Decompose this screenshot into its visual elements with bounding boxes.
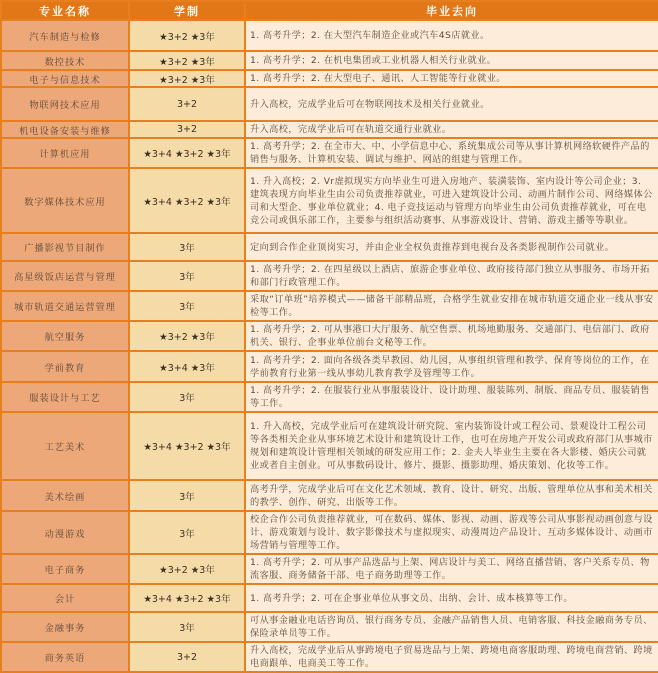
study-system-cell: ★3+4 ★3+2 ★3年 — [129, 412, 245, 480]
major-name-cell: 电子与信息技术 — [1, 70, 129, 87]
major-name-cell: 高星级饭店运营与管理 — [1, 261, 129, 291]
table-row — [1, 70, 658, 87]
destination-cell: 高考升学，完成学业后可在文化艺术领域、教育、设计、研究、出版、管理单位从事和美术相关的教学、创作、研究、出版等工作。 — [245, 480, 658, 511]
destination-cell: 升入高校，完成学业后可在轨道交通行业就业。 — [245, 121, 658, 138]
destination-cell: 1. 升入高校，完成学业后可在建筑设计研究院、室内装饰设计或工程公司、景观设计工程公司等各类相关企业从事环境艺术设计和建筑设计工作，也可在房地产开发公司或政府部门从事城市规划和建筑设计管理相关领域的研发应用工作；2. 金夫人毕业生主要在各大影楼、婚庆公司就业或者自主创业。可从事数码设计、修片、摄影、摄影助理、婚庆策划、化妆等工作。 — [245, 412, 658, 480]
major-name-cell: 学前教育 — [1, 351, 129, 382]
destination-cell: 1. 高考升学；2. 在大型汽车制造企业或汽车4S店就业。 — [245, 20, 658, 51]
destination-cell: 校企合作公司负责推荐就业，可在数码、媒体、影视、动画、游戏等公司从事影视动画创意与设计、游戏策划与设计、数字影像技术与虚拟现实、动漫周边产品设计、互动多媒体设计、动画市场营销与管理等工作。 — [245, 511, 658, 554]
destination-cell: 可从事金融业电话咨询员、银行商务专员、金融产品销售人员、电销客服、科技金融商务专员、保险录单员等工作。 — [245, 612, 658, 642]
table-row — [1, 612, 658, 642]
destination-cell: 升入高校，完成学业后可在物联网技术及相关行业就业。 — [245, 87, 658, 121]
table-row — [1, 584, 658, 612]
table-row — [1, 382, 658, 412]
major-name-cell: 商务英语 — [1, 642, 129, 672]
major-name-cell: 会计 — [1, 584, 129, 612]
header-row — [1, 1, 658, 20]
header-study-system: 学制 — [129, 1, 245, 20]
header-major-name: 专业名称 — [1, 1, 129, 20]
study-system-cell: 3+2 — [129, 87, 245, 121]
table-row — [1, 321, 658, 351]
destination-cell: 升入高校，完成学业后从事跨境电子贸易选品与上架、跨境电商客服助理、跨境电商营销、跨境电商跟单、电商美工等工作。 — [245, 642, 658, 672]
major-name-cell: 电子商务 — [1, 554, 129, 584]
table-row — [1, 554, 658, 584]
study-system-cell: ★3+2 ★3年 — [129, 321, 245, 351]
table-row — [1, 511, 658, 554]
table-row — [1, 87, 658, 121]
study-system-cell: 3+2 — [129, 642, 245, 672]
study-system-cell: ★3+4 ★3年 — [129, 351, 245, 382]
table-row — [1, 291, 658, 321]
study-system-cell: 3年 — [129, 382, 245, 412]
major-name-cell: 数字媒体技术应用 — [1, 168, 129, 233]
table-row — [1, 233, 658, 261]
major-name-cell: 数控技术 — [1, 51, 129, 70]
study-system-cell: 3+2 — [129, 121, 245, 138]
destination-cell: 1. 高考升学；2. 可从事港口大厅服务、航空售票、机场地勤服务、交通部门、电信部门、政府机关、银行、企事业单位前台文秘等工作。 — [245, 321, 658, 351]
major-name-cell: 物联网技术应用 — [1, 87, 129, 121]
destination-cell: 1. 升入高校；2. Vr虚拟现实方向毕业生可进入房地产、装潢装饰、室内设计等公司企业；3. 建筑表现方向毕业生由公司负责推荐就业，可进入建筑设计公司、动画片制作公司、网络媒体公司和大型企、事业单位就业；4. 电子竞技运动与管理方向毕业生由公司负责推荐就业，可在电竞公司或俱乐部工作，主要参与组织活动赛事、从事游戏设计、营销、游戏主播等等职业。 — [245, 168, 658, 233]
study-system-cell: ★3+2 ★3年 — [129, 20, 245, 51]
major-name-cell: 美术绘画 — [1, 480, 129, 511]
table-row — [1, 351, 658, 382]
major-name-cell: 广播影视节目制作 — [1, 233, 129, 261]
study-system-cell: 3年 — [129, 480, 245, 511]
major-name-cell: 汽车制造与检修 — [1, 20, 129, 51]
major-name-cell: 航空服务 — [1, 321, 129, 351]
major-name-cell: 机电设备安装与维修 — [1, 121, 129, 138]
major-name-cell: 城市轨道交通运营管理 — [1, 291, 129, 321]
table-row — [1, 121, 658, 138]
table-row — [1, 138, 658, 168]
major-name-cell: 动漫游戏 — [1, 511, 129, 554]
destination-cell: 1. 高考升学；2. 可从事产品选品与上架、网店设计与美工、网络直播营销、客户关系专员、物流客服、商务储备干部、电子商务助理等工作。 — [245, 554, 658, 584]
study-system-cell: ★3+4 ★3+2 ★3年 — [129, 584, 245, 612]
destination-cell: 1. 高考升学；2. 可在企事业单位从事文员、出纳、会计、成本核算等工作。 — [245, 584, 658, 612]
study-system-cell: ★3+4 ★3+2 ★3年 — [129, 168, 245, 233]
table-row — [1, 642, 658, 672]
table-row — [1, 261, 658, 291]
table-row — [1, 412, 658, 480]
destination-cell: 1. 高考升学；2. 在四星级以上酒店、旅游企事业单位、政府接待部门独立从事服务、市场开拓和部门行政管理工作。 — [245, 261, 658, 291]
study-system-cell: 3年 — [129, 612, 245, 642]
study-system-cell: 3年 — [129, 511, 245, 554]
study-system-cell: 3年 — [129, 261, 245, 291]
study-system-cell: 3年 — [129, 233, 245, 261]
destination-cell: 采取“订单班”培养模式——储备干部精品班，合格学生就业安排在城市轨道交通企业一线从事安检等工作。 — [245, 291, 658, 321]
study-system-cell: 3年 — [129, 291, 245, 321]
destination-cell: 定向到合作企业顶岗实习，并由企业全权负责推荐到电视台及各类影视制作公司就业。 — [245, 233, 658, 261]
major-name-cell: 服装设计与工艺 — [1, 382, 129, 412]
destination-cell: 1. 高考升学；2. 在机电集团或工业机器人相关行业就业。 — [245, 51, 658, 70]
major-name-cell: 计算机应用 — [1, 138, 129, 168]
destination-cell: 1. 高考升学；2. 在全市大、中、小学信息中心、系统集成公司等从事计算机网络软硬件产品的销售与服务、计算机安装、调试与维护、网站的组建与管理工作。 — [245, 138, 658, 168]
study-system-cell: ★3+2 ★3年 — [129, 70, 245, 87]
study-system-cell: ★3+4 ★3+2 ★3年 — [129, 138, 245, 168]
major-name-cell: 工艺美术 — [1, 412, 129, 480]
destination-cell: 1. 高考升学；2. 在服装行业从事服装设计、设计助理、服装陈列、制版、商品专员、服装销售等工作。 — [245, 382, 658, 412]
table-row — [1, 51, 658, 70]
study-system-cell: ★3+2 ★3年 — [129, 51, 245, 70]
table-row — [1, 480, 658, 511]
table-row — [1, 20, 658, 51]
header-graduate-destination: 毕业去向 — [245, 1, 658, 20]
destination-cell: 1. 高考升学；2. 在大型电子、通讯、人工智能等行业就业。 — [245, 70, 658, 87]
destination-cell: 1. 高考升学；2. 面向各级各类早教园、幼儿园，从事组织管理和教学、保育等岗位的工作，在学前教育行业第一线从事幼儿教育教学及管理等工作。 — [245, 351, 658, 382]
major-name-cell: 金融事务 — [1, 612, 129, 642]
study-system-cell: ★3+2 ★3年 — [129, 554, 245, 584]
table-row — [1, 168, 658, 233]
